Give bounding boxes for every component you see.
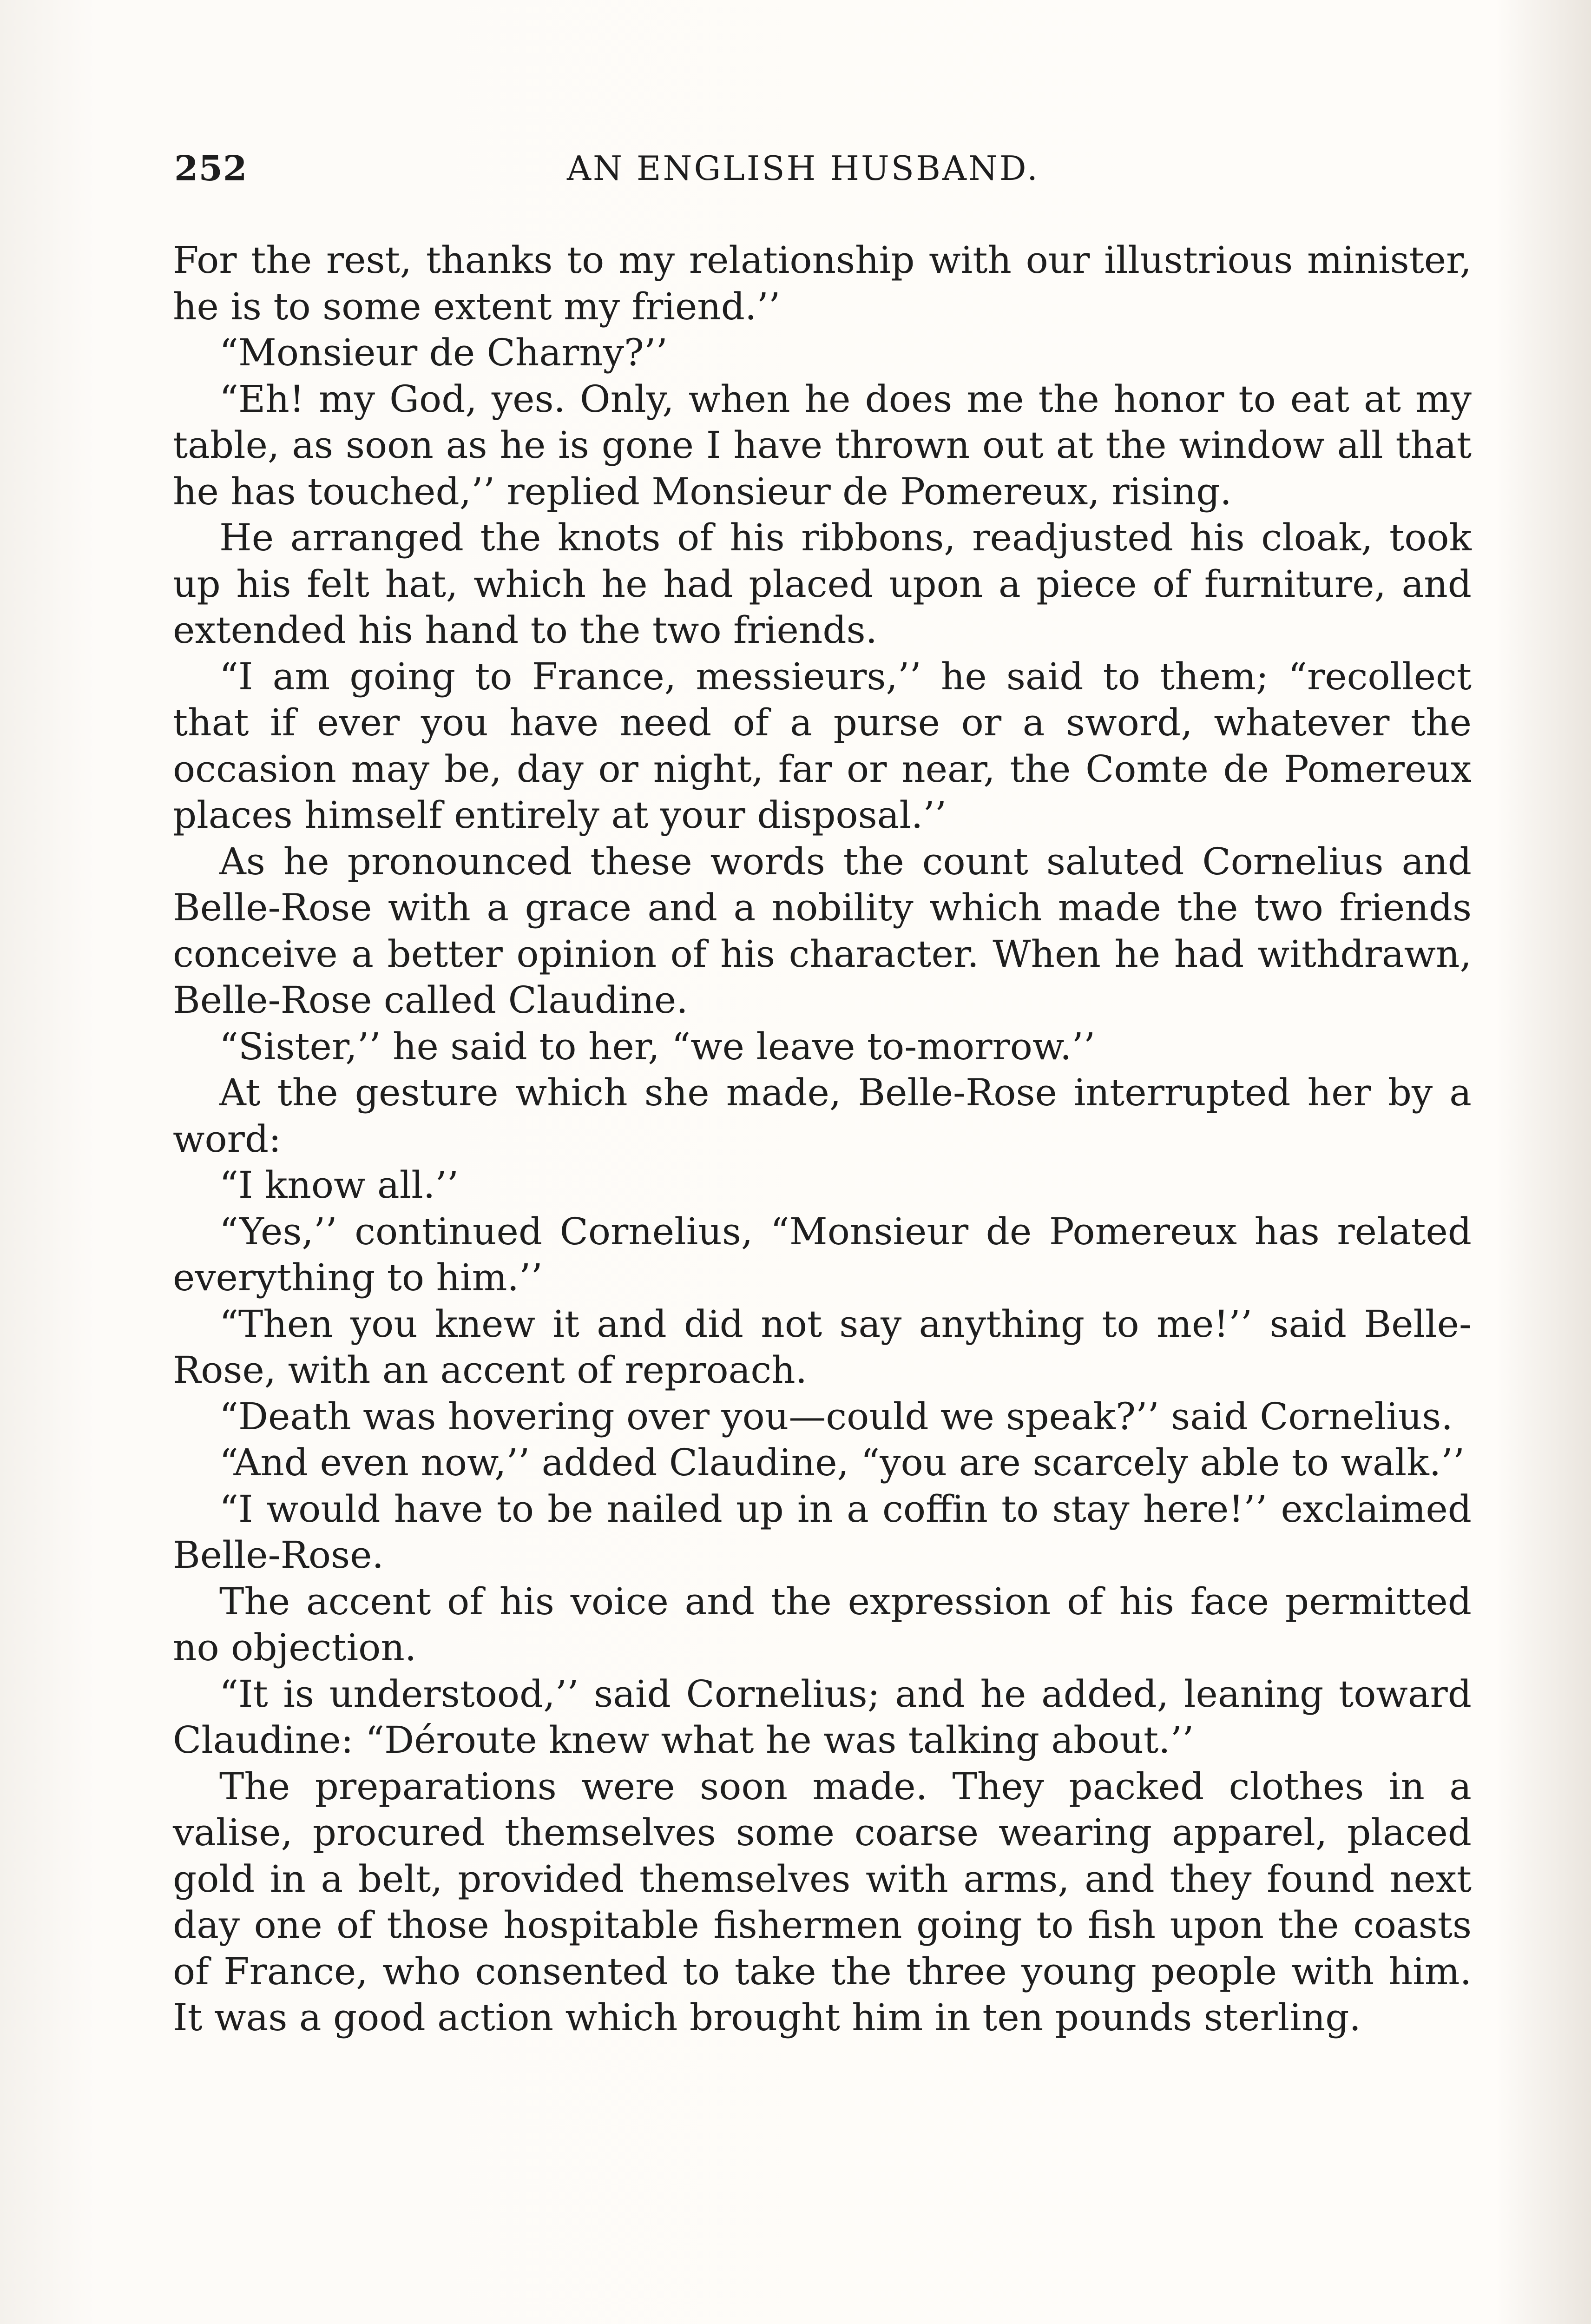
paragraph: As he pronounced these words the count saluted Cornelius and Belle-Rose with a grace and a nobility which made the two friends conceive a better opinion of his character. When he had withdrawn, Belle-Rose called Claudine. bbox=[173, 839, 1472, 1022]
paragraph: “Monsieur de Charny?’’ bbox=[219, 331, 668, 374]
paragraph: “It is understood,’’ said Cornelius; and he added, leaning toward Claudine: “Déroute knew what he was talking about.’’ bbox=[173, 1672, 1472, 1762]
paragraph: “Death was hovering over you—could we speak?’’ said Cornelius. bbox=[219, 1394, 1453, 1438]
paragraph: He arranged the knots of his ribbons, readjusted his cloak, took up his felt hat, which he had placed upon a piece of furniture, and extended his hand to the two friends. bbox=[173, 516, 1472, 652]
paragraph: “I would have to be nailed up in a coffin to stay here!’’ exclaimed Belle-Rose. bbox=[173, 1487, 1472, 1577]
paragraph: “I am going to France, messieurs,’’ he said to them; “recollect that if ever you have need of a purse or a sword, whatever the occasion may be, day or night, far or near, the Comte de Pomereux places himself entirely at your disposal.’’ bbox=[173, 654, 1472, 837]
paragraph: The accent of his voice and the expression of his face permitted no objection. bbox=[173, 1579, 1472, 1669]
paragraph: “Eh! my God, yes. Only, when he does me the honor to eat at my table, as soon as he is gone I have thrown out at the window all that he has touched,’’ replied Monsieur de Pomereux, rising. bbox=[173, 377, 1472, 513]
paragraph: “I know all.’’ bbox=[219, 1163, 459, 1207]
paragraph: “Then you knew it and did not say anything to me!’’ said Belle-Rose, with an accent of reproach. bbox=[173, 1302, 1472, 1392]
page-number: 252 bbox=[174, 149, 248, 189]
paragraph: “And even now,’’ added Claudine, “you are scarcely able to walk.’’ bbox=[219, 1441, 1465, 1484]
paragraph: “Yes,’’ continued Cornelius, “Monsieur de Pomereux has related everything to him.’’ bbox=[173, 1209, 1472, 1299]
page-header bbox=[174, 149, 1473, 205]
running-head: AN ENGLISH HUSBAND. bbox=[567, 149, 1039, 188]
paragraph: “Sister,’’ he said to her, “we leave to-morrow.’’ bbox=[219, 1024, 1096, 1068]
paragraph: At the gesture which she made, Belle-Rose interrupted her by a word: bbox=[173, 1071, 1472, 1161]
paragraph: For the rest, thanks to my relationship with our illustrious minister, he is to some extent my friend.’’ bbox=[173, 238, 1472, 328]
paragraph: The preparations were soon made. They packed clothes in a valise, procured themselves some coarse wearing apparel, placed gold in a belt, provided themselves with arms, and they found next day one of those hospitable fishermen going to fish upon the coasts of France, who consented to take the three young people with him. It was a good action which brought him in ten pounds sterling. bbox=[173, 1764, 1472, 2039]
body-text bbox=[173, 237, 1472, 2041]
